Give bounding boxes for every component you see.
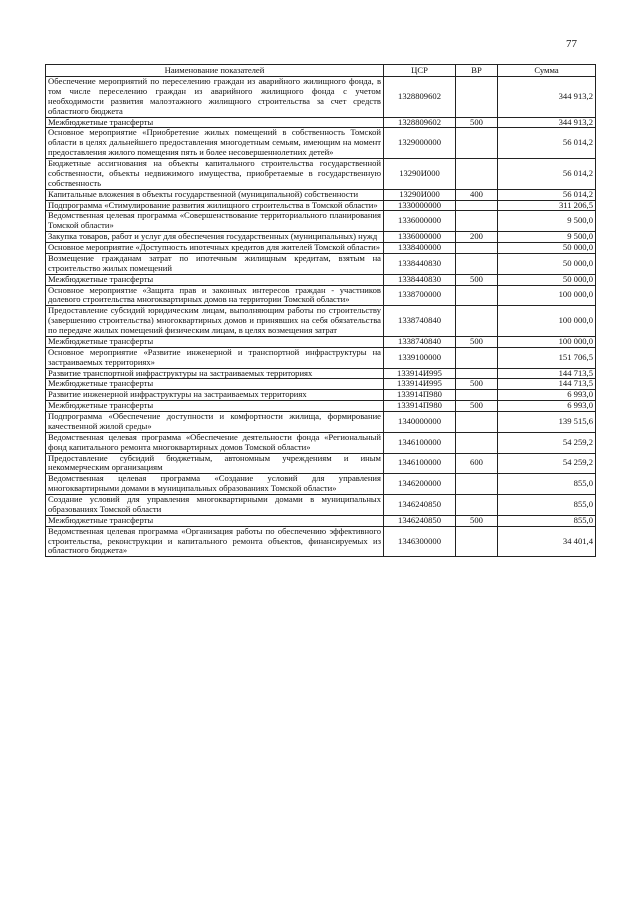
table-cell-sum: 9 500,0 bbox=[498, 232, 596, 243]
table-cell-sum: 6 993,0 bbox=[498, 401, 596, 412]
table-cell-csr: 1336000000 bbox=[384, 232, 456, 243]
table-cell-sum: 54 259,2 bbox=[498, 453, 596, 474]
table-row bbox=[46, 474, 596, 495]
table-cell-vr bbox=[456, 243, 498, 254]
table-cell-sum: 855,0 bbox=[498, 495, 596, 516]
table-cell-name: Закупка товаров, работ и услуг для обеспечения государственных (муниципальных) нужд bbox=[46, 232, 384, 243]
table-row bbox=[46, 453, 596, 474]
table-row bbox=[46, 232, 596, 243]
table-cell-name: Предоставление субсидий юридическим лицам, выполняющим работы по строительству (завершению строительства) многоквартирных домов и принявших на себя обязательства по передаче жилых помещений физическим лицам, в целях возмещения затрат bbox=[46, 306, 384, 337]
budget-table bbox=[45, 64, 596, 557]
table-cell-name: Межбюджетные трансферты bbox=[46, 274, 384, 285]
table-row bbox=[46, 336, 596, 347]
table-row bbox=[46, 243, 596, 254]
table-cell-sum: 50 000,0 bbox=[498, 243, 596, 254]
table-cell-sum: 311 206,5 bbox=[498, 200, 596, 211]
table-cell-sum: 9 500,0 bbox=[498, 211, 596, 232]
table-cell-csr: 1328809602 bbox=[384, 117, 456, 128]
table-cell-vr: 200 bbox=[456, 232, 498, 243]
table-row bbox=[46, 515, 596, 526]
table-cell-csr: 13290И000 bbox=[384, 189, 456, 200]
table-cell-name: Капитальные вложения в объекты государственной (муниципальной) собственности bbox=[46, 189, 384, 200]
table-cell-csr: 1336000000 bbox=[384, 211, 456, 232]
table-cell-sum: 855,0 bbox=[498, 474, 596, 495]
table-cell-sum: 50 000,0 bbox=[498, 253, 596, 274]
table-cell-sum: 139 515,6 bbox=[498, 412, 596, 433]
table-cell-csr: 13290И000 bbox=[384, 159, 456, 190]
table-row bbox=[46, 159, 596, 190]
table-row bbox=[46, 253, 596, 274]
table-row bbox=[46, 390, 596, 401]
table-cell-csr: 1330000000 bbox=[384, 200, 456, 211]
table-cell-name: Основное мероприятие «Развитие инженерной и транспортной инфраструктуры на застраиваемых территориях» bbox=[46, 347, 384, 368]
table-cell-sum: 56 014,2 bbox=[498, 189, 596, 200]
table-cell-vr bbox=[456, 390, 498, 401]
table-cell-vr bbox=[456, 128, 498, 159]
table-row bbox=[46, 526, 596, 557]
table-cell-csr: 1338700000 bbox=[384, 285, 456, 306]
table-header-row bbox=[46, 65, 596, 77]
table-cell-sum: 6 993,0 bbox=[498, 390, 596, 401]
table-cell-name: Обеспечение мероприятий по переселению граждан из аварийного жилищного фонда, в том числе переселению граждан из аварийного жилищного фонда с учетом необходимости развития малоэтажного жилищного строительства за счет средств областного бюджета bbox=[46, 77, 384, 118]
table-row bbox=[46, 117, 596, 128]
table-cell-name: Основное мероприятие «Доступность ипотечных кредитов для жителей Томской области» bbox=[46, 243, 384, 254]
table-cell-name: Ведомственная целевая программа «Организация работы по обеспечению эффективного строительства, реконструкции и капитального ремонта объектов, финансируемых из областного бюджета» bbox=[46, 526, 384, 557]
table-row bbox=[46, 432, 596, 453]
table-cell-sum: 144 713,5 bbox=[498, 368, 596, 379]
table-row bbox=[46, 77, 596, 118]
table-row bbox=[46, 495, 596, 516]
table-cell-vr: 400 bbox=[456, 189, 498, 200]
table-cell-sum: 56 014,2 bbox=[498, 159, 596, 190]
table-cell-csr: 1346100000 bbox=[384, 432, 456, 453]
table-row bbox=[46, 285, 596, 306]
table-cell-name: Межбюджетные трансферты bbox=[46, 117, 384, 128]
table-cell-name: Развитие транспортной инфраструктуры на застраиваемых территориях bbox=[46, 368, 384, 379]
table-cell-sum: 34 401,4 bbox=[498, 526, 596, 557]
table-row bbox=[46, 128, 596, 159]
table-cell-vr bbox=[456, 306, 498, 337]
table-cell-sum: 855,0 bbox=[498, 515, 596, 526]
table-row bbox=[46, 189, 596, 200]
table-cell-vr: 500 bbox=[456, 274, 498, 285]
table-cell-vr bbox=[456, 77, 498, 118]
table-row bbox=[46, 211, 596, 232]
table-cell-vr bbox=[456, 474, 498, 495]
table-cell-csr: 1340000000 bbox=[384, 412, 456, 433]
table-cell-vr bbox=[456, 412, 498, 433]
table-cell-name: Возмещение гражданам затрат по ипотечным жилищным кредитам, взятым на строительство жилых помещений bbox=[46, 253, 384, 274]
table-cell-name: Основное мероприятие «Приобретение жилых помещений в собственность Томской области в целях дальнейшего предоставления многодетным семьям, имеющим на момент предоставления жилого помещения пять и более несовершеннолетних детей» bbox=[46, 128, 384, 159]
table-cell-name: Подпрограмма «Обеспечение доступности и комфортности жилища, формирование качественной жилой среды» bbox=[46, 412, 384, 433]
table-cell-vr: 500 bbox=[456, 379, 498, 390]
table-cell-sum: 144 713,5 bbox=[498, 379, 596, 390]
table-cell-vr bbox=[456, 159, 498, 190]
table-cell-vr bbox=[456, 200, 498, 211]
table-cell-name: Ведомственная целевая программа «Создание условий для управления многоквартирными домами в муниципальных образованиях Томской области» bbox=[46, 474, 384, 495]
table-cell-csr: 133914И995 bbox=[384, 368, 456, 379]
table-cell-csr: 133914И995 bbox=[384, 379, 456, 390]
table-cell-vr: 500 bbox=[456, 515, 498, 526]
table-row bbox=[46, 347, 596, 368]
table-row bbox=[46, 401, 596, 412]
table-cell-name: Бюджетные ассигнования на объекты капитального строительства государственной собственности, объекты недвижимого имущества, приобретаемые в государственную собственность bbox=[46, 159, 384, 190]
table-cell-vr: 500 bbox=[456, 336, 498, 347]
table-row bbox=[46, 379, 596, 390]
table-cell-vr bbox=[456, 432, 498, 453]
table-cell-csr: 1339100000 bbox=[384, 347, 456, 368]
table-cell-sum: 344 913,2 bbox=[498, 117, 596, 128]
table-cell-csr: 1338400000 bbox=[384, 243, 456, 254]
table-cell-vr bbox=[456, 347, 498, 368]
page-number: 77 bbox=[566, 38, 577, 50]
table-cell-name: Межбюджетные трансферты bbox=[46, 401, 384, 412]
table-cell-name: Межбюджетные трансферты bbox=[46, 336, 384, 347]
table-cell-vr: 600 bbox=[456, 453, 498, 474]
table-cell-sum: 54 259,2 bbox=[498, 432, 596, 453]
table-cell-sum: 100 000,0 bbox=[498, 285, 596, 306]
table-cell-name: Межбюджетные трансферты bbox=[46, 515, 384, 526]
header-name: Наименование показателей bbox=[46, 65, 384, 77]
table-cell-csr: 1346100000 bbox=[384, 453, 456, 474]
table-cell-sum: 100 000,0 bbox=[498, 336, 596, 347]
table-cell-csr: 133914П980 bbox=[384, 401, 456, 412]
table-cell-vr bbox=[456, 211, 498, 232]
table-cell-csr: 133914П980 bbox=[384, 390, 456, 401]
table-cell-csr: 1346200000 bbox=[384, 474, 456, 495]
header-sum: Сумма bbox=[498, 65, 596, 77]
table-cell-sum: 151 706,5 bbox=[498, 347, 596, 368]
table-cell-csr: 1338440830 bbox=[384, 274, 456, 285]
table-cell-vr bbox=[456, 285, 498, 306]
table-cell-name: Межбюджетные трансферты bbox=[46, 379, 384, 390]
table-cell-name: Создание условий для управления многоквартирными домами в муниципальных образованиях Томской области bbox=[46, 495, 384, 516]
table-cell-csr: 1338440830 bbox=[384, 253, 456, 274]
table-cell-name: Развитие инженерной инфраструктуры на застраиваемых территориях bbox=[46, 390, 384, 401]
table-cell-csr: 1346240850 bbox=[384, 515, 456, 526]
table-cell-sum: 100 000,0 bbox=[498, 306, 596, 337]
header-csr: ЦСР bbox=[384, 65, 456, 77]
table-cell-name: Ведомственная целевая программа «Совершенствование территориального планирования Томской области» bbox=[46, 211, 384, 232]
table-row bbox=[46, 368, 596, 379]
table-cell-vr bbox=[456, 495, 498, 516]
table-cell-sum: 56 014,2 bbox=[498, 128, 596, 159]
table-cell-csr: 1328809602 bbox=[384, 77, 456, 118]
table-cell-sum: 50 000,0 bbox=[498, 274, 596, 285]
table-cell-sum: 344 913,2 bbox=[498, 77, 596, 118]
table-row bbox=[46, 274, 596, 285]
table-row bbox=[46, 200, 596, 211]
table-cell-vr: 500 bbox=[456, 117, 498, 128]
table-cell-vr bbox=[456, 253, 498, 274]
table-cell-vr bbox=[456, 368, 498, 379]
table-cell-name: Предоставление субсидий бюджетным, автономным учреждениям и иным некоммерческим организациям bbox=[46, 453, 384, 474]
table-cell-csr: 1338740840 bbox=[384, 336, 456, 347]
table-cell-name: Подпрограмма «Стимулирование развития жилищного строительства в Томской области» bbox=[46, 200, 384, 211]
table-row bbox=[46, 306, 596, 337]
table-cell-csr: 1346300000 bbox=[384, 526, 456, 557]
table-cell-name: Ведомственная целевая программа «Обеспечение деятельности фонда «Региональный фонд капитального ремонта многоквартирных домов Томской области» bbox=[46, 432, 384, 453]
table-row bbox=[46, 412, 596, 433]
table-cell-vr: 500 bbox=[456, 401, 498, 412]
table-cell-vr bbox=[456, 526, 498, 557]
header-vr: ВР bbox=[456, 65, 498, 77]
table-cell-csr: 1346240850 bbox=[384, 495, 456, 516]
table-cell-csr: 1338740840 bbox=[384, 306, 456, 337]
table-cell-csr: 1329000000 bbox=[384, 128, 456, 159]
table-cell-name: Основное мероприятие «Защита прав и законных интересов граждан - участников долевого строительства многоквартирных домов на территории Томской области» bbox=[46, 285, 384, 306]
